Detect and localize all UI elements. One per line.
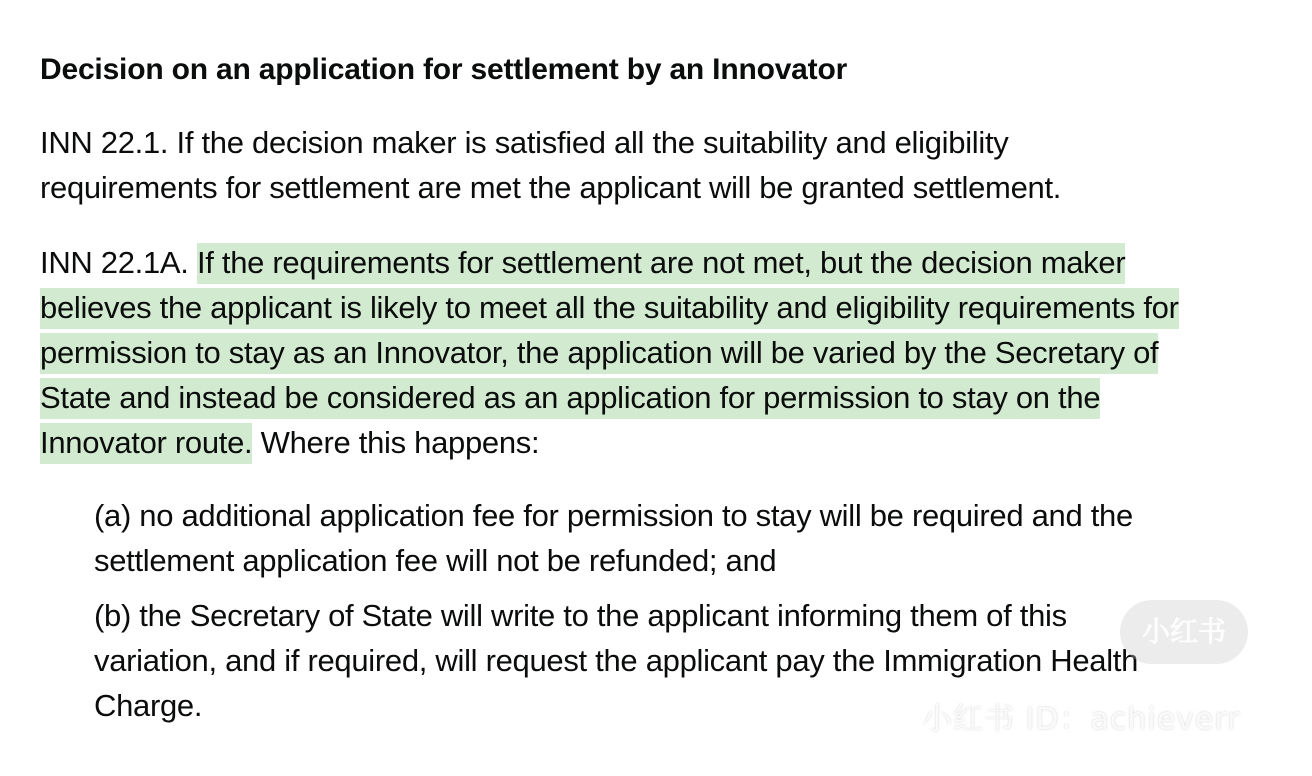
paragraph-tail: Where this happens: [252, 425, 540, 460]
watermark-id: 小红书 ID：achieverr [922, 702, 1241, 737]
highlighted-text: If the requirements for settlement are not met, but the decision maker believes the applicant is likely to meet all the suitability and eligibility requirements for permission to stay as an Innovator, the application will be varied by the Secretary of State and instead be considered as an application for permission to stay on the Innovator route. [40, 243, 1179, 464]
paragraph-inn-22-1: INN 22.1. If the decision maker is satisfied all the suitability and eligibility requirements for settlement are met the applicant will be granted settlement. [40, 125, 1062, 205]
document-section [40, 48, 1190, 738]
section-heading: Decision on an application for settlement by an Innovator [40, 53, 848, 86]
paragraph-reference: INN 22.1A. [40, 245, 197, 280]
list-item-a: (a) no additional application fee for permission to stay will be required and the settlement application fee will not be refunded; and [94, 498, 1133, 578]
paragraph-inn-22-1a [40, 240, 1190, 465]
list-item-b: (b) the Secretary of State will write to the applicant informing them of this variation, and if required, will request the applicant pay the Immigration Health Charge. [94, 598, 1139, 723]
watermark-badge: 小红书 [1120, 600, 1248, 664]
conditions-list [94, 493, 1190, 728]
